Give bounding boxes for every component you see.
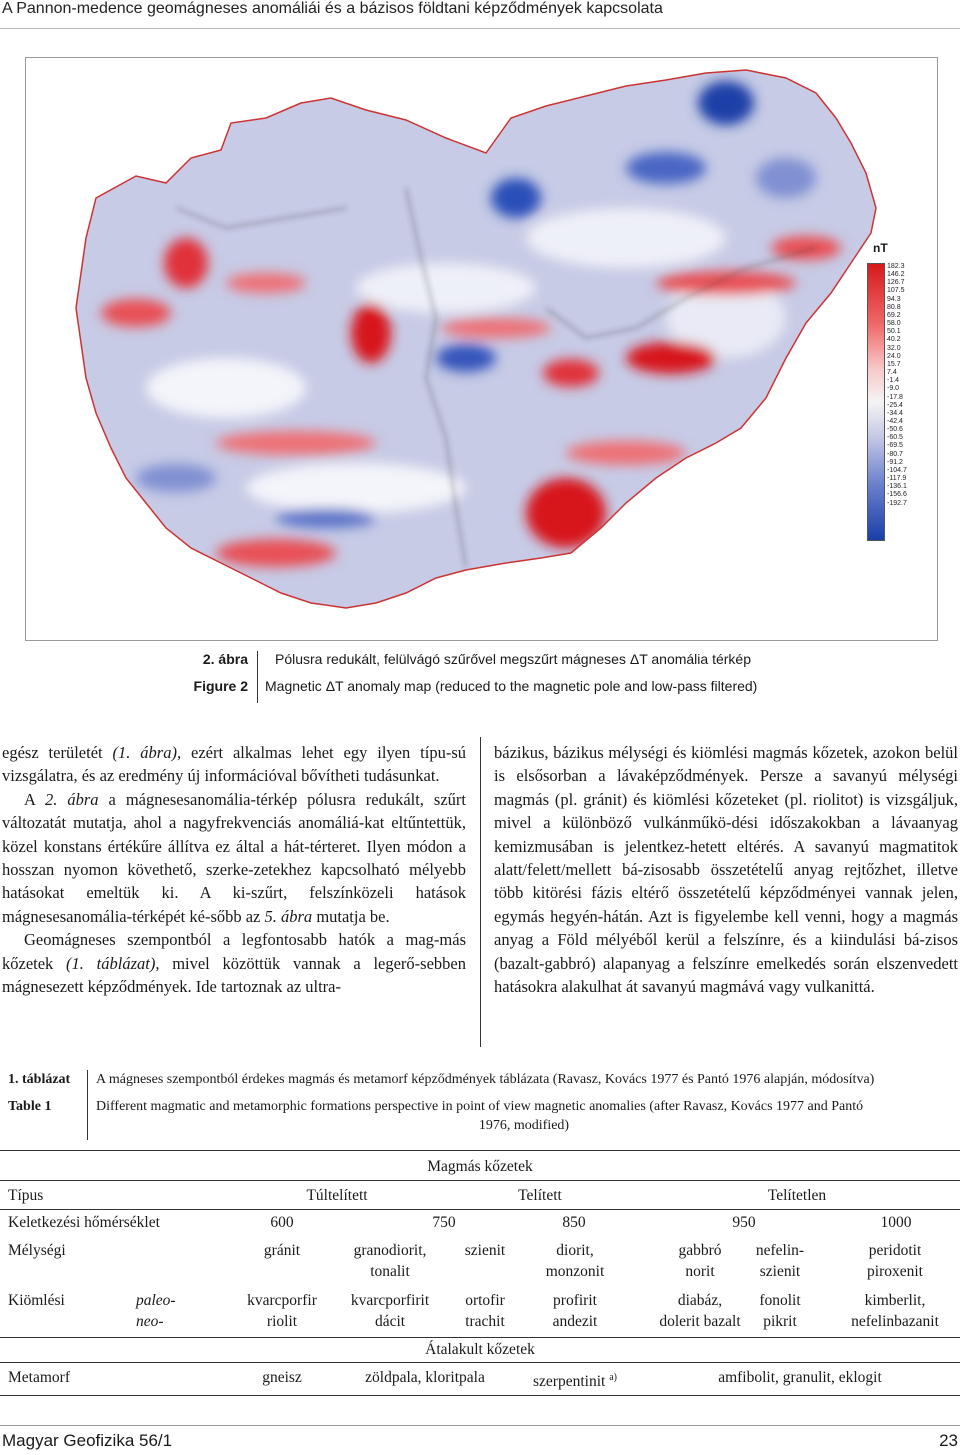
depth-cell: piroxenit <box>867 1263 923 1280</box>
text-run: mutatja be. <box>312 906 390 926</box>
depth-cell: peridotit <box>868 1242 922 1259</box>
effusive-cell: fonolit <box>759 1292 801 1309</box>
legend-tick: -136.1 <box>887 483 907 491</box>
legend-tick: -80.7 <box>887 450 903 458</box>
legend-tick: 7.4 <box>887 369 897 377</box>
legend-tick: -156.6 <box>887 491 907 499</box>
legend-tick: -1.4 <box>887 377 900 385</box>
altered-title: Átalakult kőzetek <box>425 1341 535 1358</box>
type-undersaturated: Telítetlen <box>767 1187 827 1204</box>
paragraph: bázikus, bázikus mélységi és kiömlési magmás kőzetek, azokon belül is elsősorban a lávaképződmények. Persze a savanyú mélységi magmás (pl. gránit) és kiömlési kőzeteket (pl. riolitot) is vizsgáljuk, mivel a különböző vulkánműkö-dési időszakokban a lávaanyag kemizmusában is jelentkez-hetett eltérés. A savanyú magmatitok alatt/felett/mellett bá-zisosabb összetételű anyag rejtőzhet, illetve több kitörési fázis eltérő összetételű képződményei vannak jelen, egymás hegyén-hátán. Azt is figyelembe kell venni, hogy a magmás anyag a Föld mélyéből kerül a felszínre, és a kiindulási bá-zisos (bazalt-gabbró) alapanyag a felszínre emelkedés során elszenvedett hatásokra alakulhat át savanyú magmává vagy vulkanittá. <box>494 743 958 997</box>
running-header: A Pannon-medence geomágneses anomáliái és a bázisos földtani képződmények kapcsolata <box>2 0 663 17</box>
effusive-cell: kvarcporfir <box>247 1292 317 1309</box>
body-left-column <box>2 741 466 998</box>
table-rule <box>0 1209 960 1210</box>
header-rule <box>0 28 960 29</box>
legend-tick: -42.4 <box>887 417 903 425</box>
body-right-column <box>494 741 958 998</box>
depth-cell: norit <box>685 1263 715 1280</box>
depth-cell: diorit, <box>556 1242 594 1259</box>
legend-tick: -60.5 <box>887 434 903 442</box>
figure-reference: 5. ábra <box>264 906 313 926</box>
depth-cell: nefelin- <box>755 1242 805 1259</box>
legend-tick: 107.5 <box>887 287 905 295</box>
legend-tick: -34.4 <box>887 409 903 417</box>
table-caption-divider <box>87 1070 88 1140</box>
meta-cell: gneisz <box>262 1369 302 1386</box>
text-run: egész területét <box>2 743 113 762</box>
type-label: Típus <box>8 1187 44 1204</box>
effusive-cell: trachit <box>465 1313 505 1330</box>
meta-cell: zöldpala, kloritpala <box>365 1369 485 1386</box>
depth-cell: monzonit <box>545 1263 605 1280</box>
color-legend <box>859 241 919 541</box>
depth-cell: gránit <box>263 1242 301 1259</box>
legend-tick: 32.0 <box>887 344 901 352</box>
depth-cell: szienit <box>759 1263 801 1280</box>
legend-tick: -69.5 <box>887 442 903 450</box>
anomaly-map-figure <box>25 57 938 641</box>
legend-tick: 80.8 <box>887 303 901 311</box>
legend-tick: -9.0 <box>887 385 900 393</box>
legend-tick: -91.2 <box>887 458 903 466</box>
legend-tick: 126.7 <box>887 279 905 287</box>
figure-reference: (1. ábra), <box>112 743 182 762</box>
legend-tick: -17.8 <box>887 393 903 401</box>
figure-caption-hu: Pólusra redukált, felülvágó szűrővel megszűrt mágneses ΔT anomália térkép <box>275 651 751 667</box>
table-caption-en: Different magmatic and metamorphic formations perspective in point of view magnetic anomalies (after Ravasz, Kovács 1977 and Pantó <box>96 1099 864 1114</box>
legend-tick: 50.1 <box>887 328 901 336</box>
table-rule <box>0 1180 960 1181</box>
plutonic-label: Mélységi <box>8 1242 66 1259</box>
figure-caption-en: Magnetic ΔT anomaly map (reduced to the magnetic pole and low-pass filtered) <box>265 678 758 694</box>
table-rule <box>0 1395 960 1396</box>
legend-tick: 24.0 <box>887 352 901 360</box>
depth-cell: tonalit <box>370 1263 410 1280</box>
text-run: Geomágneses szempontból a legfontosabb hatók a mag-más kőzetek <box>2 930 466 973</box>
depth-cell: gabbró <box>678 1242 722 1259</box>
table-title: Magmás kőzetek <box>427 1158 533 1175</box>
temp-value: 950 <box>732 1214 756 1231</box>
legend-tick: 182.3 <box>887 263 905 270</box>
paragraph <box>2 741 466 788</box>
legend-tick: -25.4 <box>887 401 903 409</box>
table-reference: (1. táblázat), <box>66 953 160 973</box>
legend-ticks <box>887 263 907 508</box>
table-label-hu: 1. táblázat <box>8 1072 71 1087</box>
table-rule <box>0 1150 960 1151</box>
table-rule <box>0 1337 960 1338</box>
effusive-cell: profirit <box>553 1292 597 1309</box>
temperature-label: Keletkezési hőmérséklet <box>8 1214 160 1231</box>
depth-cell: granodiorit, <box>353 1242 427 1259</box>
text-run: a mágnesesanomália-térkép pólusra redukált, szűrt változatát mutatja, ahol a nagyfrekvenciás anomáliá-kat eltűntettük, közel konstans értékűre állítva ez által a hát-térteret. Ilyen módon a hosszan nyomon követhető, szerke-zetekhez kapcsolható mélyebb hatásokat emeltük ki. A ki-szűrt, felszínközeli hatások mágnesesanomália-térképét ké-sőbb az <box>2 789 466 926</box>
meta-cell <box>533 1367 617 1393</box>
paleo-label: paleo- <box>136 1292 176 1309</box>
legend-tick: -104.7 <box>887 466 907 474</box>
effusive-cell: diabáz, <box>677 1292 723 1309</box>
text-run: ezért alkalmas lehet egy ilyen típu-sú vizsgálatra, és az eredmény új információval bővítheti tudásunkat. <box>2 743 466 786</box>
volcanic-label: Kiömlési <box>8 1292 65 1309</box>
effusive-cell: pikrit <box>763 1313 797 1330</box>
footer-rule <box>0 1425 960 1426</box>
effusive-cell: andezit <box>552 1313 598 1330</box>
text-run: A <box>24 789 45 809</box>
effusive-cell: riolit <box>266 1313 298 1330</box>
column-divider <box>480 737 481 1047</box>
metamorphic-label: Metamorf <box>8 1369 70 1386</box>
effusive-cell: ortofir <box>465 1292 505 1309</box>
table-label-en: Table 1 <box>8 1099 52 1114</box>
figure-reference: 2. ábra <box>45 789 99 809</box>
paragraph <box>2 928 466 998</box>
table-caption-en-cont: 1976, modified) <box>478 1118 570 1133</box>
figure-label-hu: 2. ábra <box>202 651 248 667</box>
legend-tick: 40.2 <box>887 336 901 344</box>
text-run: mivel közöttük vannak a legerő-sebben mágnesezett képződmények. Ide tartoznak az ultra- <box>2 953 466 997</box>
paragraph <box>2 788 466 928</box>
journal-name: Magyar Geofizika 56/1 <box>2 1431 173 1450</box>
meta-cell-text: szerpentinit <box>533 1373 606 1391</box>
effusive-cell: kvarcporfirit <box>350 1292 430 1309</box>
table-caption-hu: A mágneses szempontból érdekes magmás és metamorf képződmények táblázata (Ravasz, Kovács 1977 és Pantó 1976 alapján, módosítva) <box>96 1072 875 1087</box>
legend-tick: -117.9 <box>887 475 907 483</box>
effusive-cell: kimberlit, <box>864 1292 926 1309</box>
temp-value: 1000 <box>880 1214 912 1231</box>
neo-label: neo- <box>136 1313 164 1330</box>
effusive-cell: dácit <box>374 1313 406 1330</box>
effusive-cell: nefelinbazanit <box>851 1313 939 1330</box>
page-number: 23 <box>939 1431 958 1450</box>
legend-colorbar <box>867 263 885 541</box>
legend-tick: 15.7 <box>887 360 901 368</box>
legend-tick: 58.0 <box>887 320 901 328</box>
figure-label-en: Figure 2 <box>193 678 248 694</box>
temp-value: 750 <box>432 1214 456 1231</box>
type-oversaturated: Túltelített <box>306 1187 368 1204</box>
legend-unit: nT <box>873 241 888 255</box>
temp-value: 600 <box>270 1214 294 1231</box>
footnote-marker: a) <box>609 1372 617 1383</box>
depth-cell: szienit <box>464 1242 506 1259</box>
temp-value: 850 <box>562 1214 586 1231</box>
legend-tick: 94.3 <box>887 295 901 303</box>
legend-tick: 146.2 <box>887 271 905 279</box>
type-saturated: Telített <box>518 1187 562 1204</box>
legend-tick: -50.6 <box>887 426 903 434</box>
meta-cell: amfibolit, granulit, eklogit <box>718 1369 882 1386</box>
legend-tick: -192.7 <box>887 499 907 507</box>
effusive-cell: dolerit bazalt <box>659 1313 741 1330</box>
legend-tick: 69.2 <box>887 311 901 319</box>
caption-divider <box>257 651 258 703</box>
table-rule <box>0 1362 960 1363</box>
anomaly-map <box>26 58 937 640</box>
